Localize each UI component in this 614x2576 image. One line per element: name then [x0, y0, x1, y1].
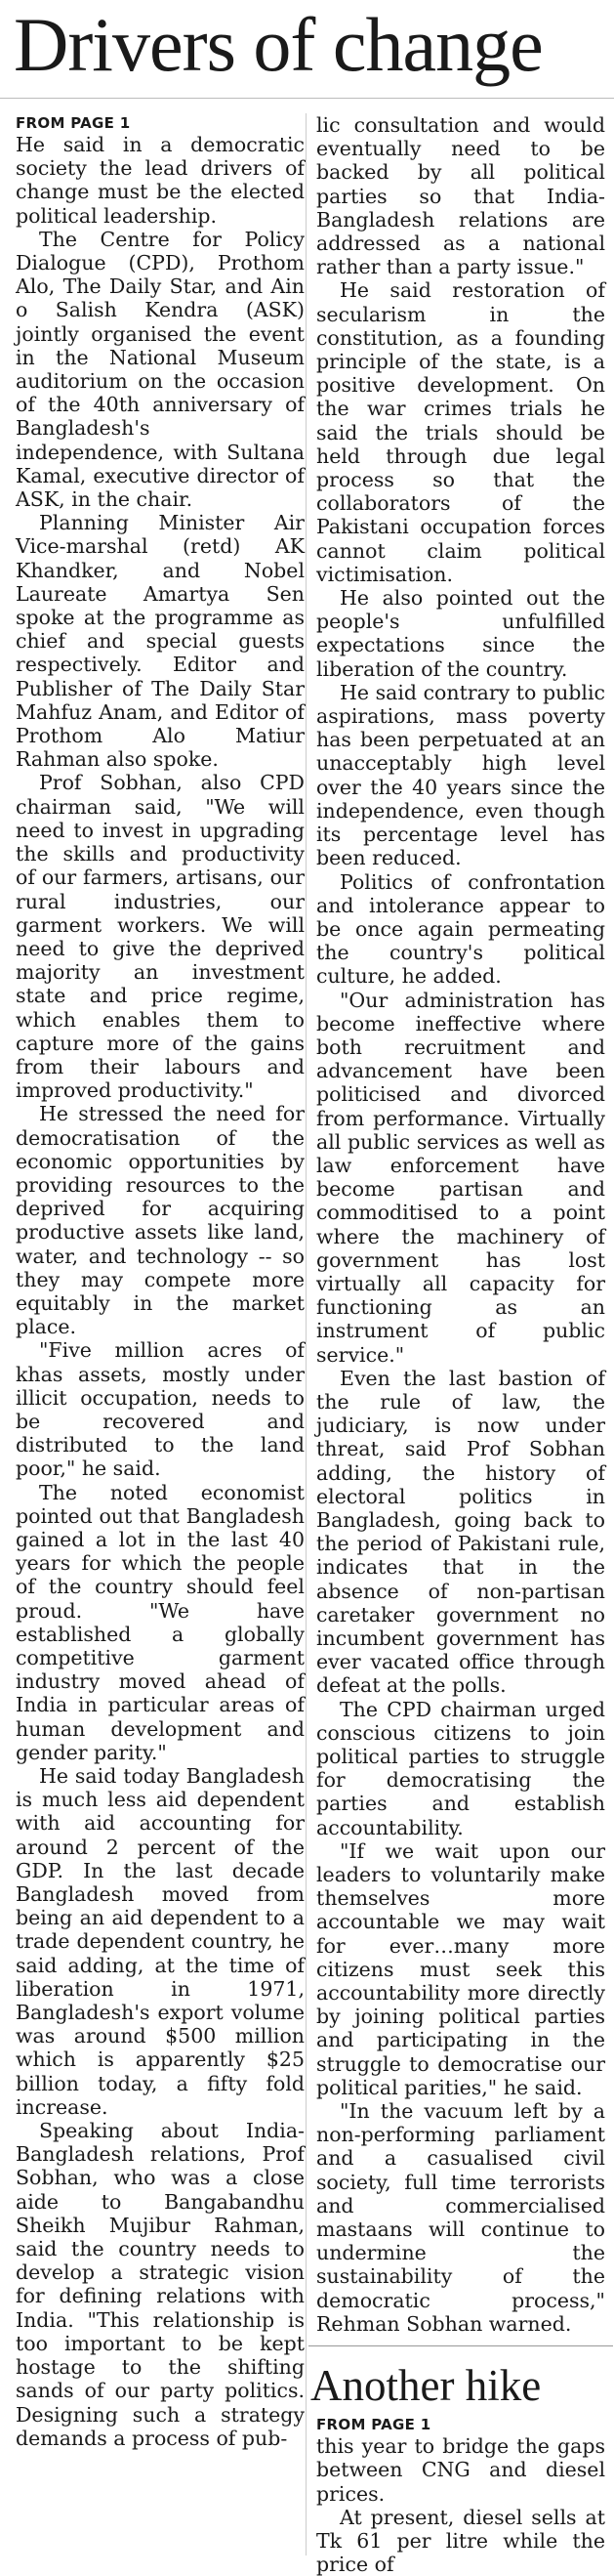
- article-paragraph: He said contrary to public aspirations, mass poverty has been perpetuated at an unacceptably high level over the 40 years since the independence, even though its percentage level has been reduced.: [316, 680, 605, 870]
- article-paragraph: lic consultation and would eventually need to be backed by all political parties so that India-Bangladesh relations are addressed as a national rather than a party issue.": [316, 113, 605, 279]
- article-paragraph: Planning Minister Air Vice-marshal (retd) AK Khandker, and Nobel Laureate Amartya Sen spoke at the programme as chief and special guests respectively. Editor and Publisher of The Daily Star Mahfuz Anam, and Editor of Prothom Alo Matiur Rahman also spoke.: [16, 511, 305, 772]
- headline: Drivers of change: [14, 2, 543, 87]
- article-paragraph: "In the vacuum left by a non-performing parliament and a casualised civil society, full time terrorists and commercialised mastaans will continue to undermine the sustainability of the democratic process," Rehman Sobhan warned.: [316, 2099, 605, 2336]
- right-column: [310, 113, 605, 2576]
- continued-from-label: FROM PAGE 1: [16, 114, 131, 132]
- second-story-continued-label: FROM PAGE 1: [316, 2416, 431, 2434]
- article-paragraph: Prof Sobhan, also CPD chairman said, "We will need to invest in upgrading the skills and productivity of our farmers, artisans, our rural industries, our garment workers. We will need to give the deprived majority an investment state and price regime, which enables them to capture more of the gains from their labours and improved productivity.": [16, 771, 305, 1103]
- article-paragraph: He stressed the need for democratisation of the economic opportunities by providing resources to the deprived for acquiring productive assets like land, water, and technology -- so they may compete more equitably in the market place.: [16, 1102, 305, 1339]
- article-paragraph: He said restoration of secularism in the constitution, as a founding principle of the state, is a positive development. On the war crimes trials he said the trials should be held through due legal process so that the collaborators of the Pakistani occupation forces cannot claim political victimisation.: [316, 278, 605, 586]
- article-paragraph: "If we wait upon our leaders to voluntarily make themselves more accountable we may wait for ever…many more citizens must seek this accountability more directly by joining political parties and participating in the struggle to democratise our political parities," he said.: [316, 1838, 605, 2099]
- article-paragraph: "Five million acres of khas assets, mostly under illicit occupation, needs to be recovered and distributed to the land poor," he said.: [16, 1338, 305, 1481]
- top-rule: [0, 98, 614, 99]
- article-paragraph: He said today Bangladesh is much less aid dependent with aid accounting for around 2 percent of the GDP. In the last decade Bangladesh moved from being an aid dependent to a trade dependent country, he said adding, at the time of liberation in 1971, Bangladesh's export volume was around $500 million which is apparently $25 billion today, a fifty fold increase.: [16, 1764, 305, 2119]
- article-paragraph: The Centre for Policy Dialogue (CPD), Prothom Alo, The Daily Star, and Ain o Salish Kendra (ASK) jointly organised the event in the National Museum auditorium on the occasion of the 40th anniversary of Bangladesh's independence, with Sultana Kamal, executive director of ASK, in the chair.: [16, 227, 305, 512]
- article-paragraph: Speaking about India-Bangladesh relations, Prof Sobhan, who was a close aide to Bangabandhu Sheikh Mujibur Rahman, said the country needs to develop a strategic vision for defining relations with India. "This relationship is too important to be kept hostage to the shifting sands of our party politics. Designing such a strategy demands a process of pub-: [16, 2119, 305, 2450]
- second-story-headline: Another hike: [310, 2361, 542, 2411]
- second-story-paragraph: At present, diesel sells at Tk 61 per litre while the price of: [316, 2505, 605, 2576]
- left-column: [16, 113, 305, 2450]
- article-paragraph: He also pointed out the people's unfulfilled expectations since the liberation of the country.: [316, 586, 605, 681]
- column-divider: [306, 113, 307, 2555]
- article-paragraph: The noted economist pointed out that Bangladesh gained a lot in the last 40 years for which the people of the country should feel proud. "We have established a globally competitive garment industry moved ahead of India in particular areas of human development and gender parity.": [16, 1480, 305, 1764]
- article-paragraph: The CPD chairman urged conscious citizens to join political parties to struggle for democratising the parties and establish accountability.: [316, 1697, 605, 1839]
- article-paragraph: Politics of confrontation and intolerance appear to be once again permeating the country's political culture, he added.: [316, 869, 605, 989]
- second-story-paragraph: this year to bridge the gaps between CNG and diesel prices.: [316, 2434, 605, 2506]
- story-separator: [308, 2345, 613, 2346]
- article-paragraph: "Our administration has become ineffective where both recruitment and advancement have been politicised and divorced from performance. Virtually all public services as well as law enforcement have become partisan and commoditised to a point where the machinery of government has lost virtually all capacity for functioning as an instrument of public service.": [316, 988, 605, 1367]
- article-paragraph: He said in a democratic society the lead drivers of change must be the elected political leadership.: [16, 133, 305, 228]
- article-paragraph: Even the last bastion of the rule of law, the judiciary, is now under threat, said Prof Sobhan adding, the history of electoral politics in Bangladesh, going back to the period of Pakistani rule, indicates that in the absence of non-partisan caretaker government no incumbent government has ever vacated office through defeat at the polls.: [316, 1366, 605, 1698]
